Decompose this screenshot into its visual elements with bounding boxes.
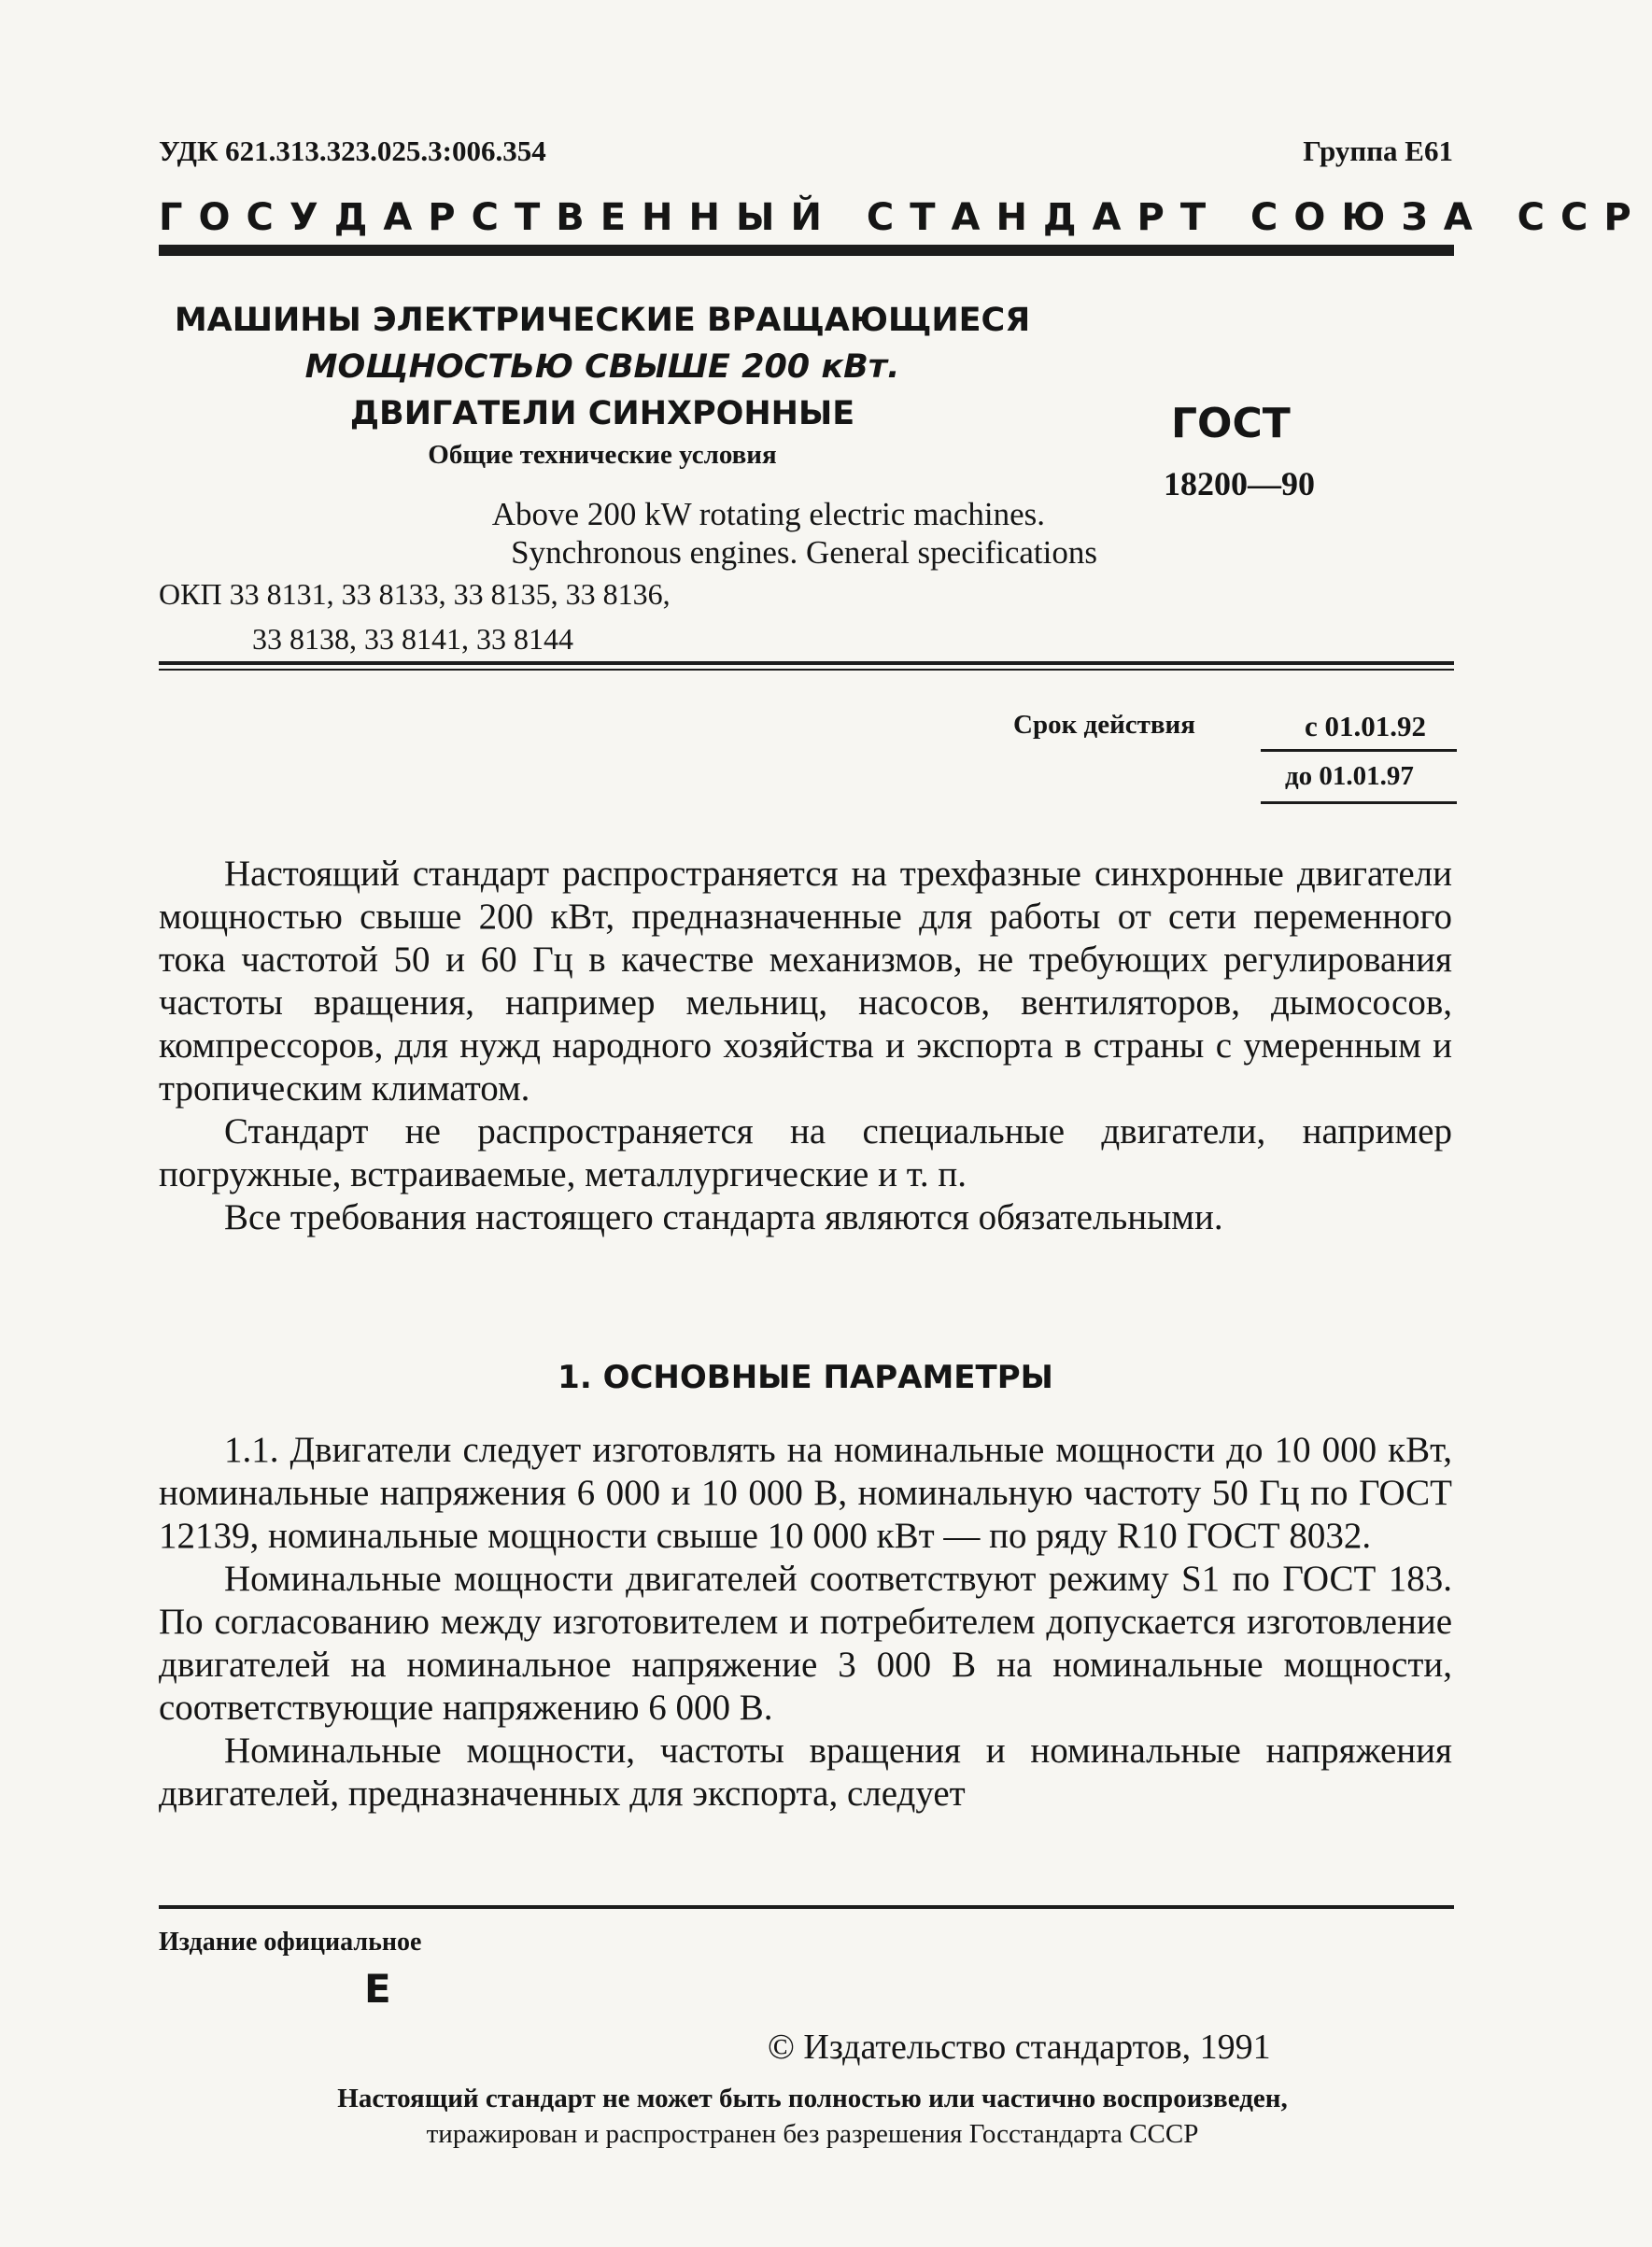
- validity-from-rule: [1261, 749, 1457, 752]
- group-code: Группа Е61: [1303, 134, 1453, 167]
- title-line-1: МАШИНЫ ЭЛЕКТРИЧЕСКИЕ ВРАЩАЮЩИЕСЯ: [174, 302, 1031, 339]
- validity-label: Срок действия: [1013, 710, 1195, 740]
- intro-paragraph-3: Все требования настоящего стандарта являются обязательными.: [224, 1197, 1223, 1237]
- section-1-paragraph-3: Номинальные мощности, частоты вращения и номинальные напряжения двигателей, предназначенных для экспорта, следует: [159, 1731, 1452, 1814]
- intro-paragraph-1: Настоящий стандарт распространяется на трехфазные синхронные двигатели мощностью свыше 200 кВт, предназначенные для работы от сети переменного тока частотой 50 и 60 Гц в качестве механизмов, не требующих регулирования частоты вращения, например мельниц, насосов, вентиляторов, дымососов, компрессоров, для нужд народного хозяйства и экспорта в страны с умеренным и тропическим климатом.: [159, 854, 1452, 1109]
- section-1-paragraph-1: 1.1. Двигатели следует изготовлять на номинальные мощности до 10 000 кВт, номинальные напряжения 6 000 и 10 000 В, номинальную частоту 50 Гц по ГОСТ 12139, номинальные мощности свыше 10 000 кВт — по ряду R10 ГОСТ 8032.: [159, 1430, 1452, 1556]
- edition-letter: Е: [364, 1966, 391, 2012]
- okp-codes: [159, 572, 671, 661]
- gost-number: 18200—90: [1164, 465, 1315, 502]
- okp-line-2: 33 8138, 33 8141, 33 8144: [252, 622, 573, 656]
- reproduction-notice: [159, 2081, 1466, 2152]
- gost-label: ГОСТ: [1171, 400, 1291, 447]
- reproduction-notice-line-2: тиражирован и распространен без разрешения Госстандарта СССР: [426, 2119, 1199, 2149]
- reproduction-notice-line-1: Настоящий стандарт не может быть полностью или частично воспроизведен,: [337, 2084, 1288, 2113]
- document-subtitle: Общие технические условия: [428, 440, 777, 470]
- title-line-3: ДВИГАТЕЛИ СИНХРОННЫЕ: [349, 395, 855, 432]
- copyright-notice: © Издательство стандартов, 1991: [768, 2028, 1271, 2067]
- intro-text: [159, 853, 1452, 1239]
- section-1-paragraph-2: Номинальные мощности двигателей соответствуют режиму S1 по ГОСТ 183. По согласованию между изготовителем и потребителем допускается изготовление двигателей на номинальное напряжение 3 000 В на номинальные мощности, соответствующие напряжению 6 000 В.: [159, 1559, 1452, 1728]
- validity-to: до 01.01.97: [1285, 761, 1414, 791]
- state-standard-banner: ГОСУДАРСТВЕННЫЙ СТАНДАРТ СОЮЗА ССР: [159, 196, 1647, 239]
- document-title: [159, 297, 1046, 437]
- title-rule-thin: [159, 669, 1454, 671]
- header-rule: [159, 245, 1454, 256]
- footer-rule: [159, 1905, 1454, 1909]
- english-title: [159, 495, 1097, 572]
- okp-line-1: ОКП 33 8131, 33 8133, 33 8135, 33 8136,: [159, 577, 671, 611]
- english-title-line-2: Synchronous engines. General specifications: [511, 534, 1097, 571]
- validity-to-rule: [1261, 801, 1457, 804]
- title-rule: [159, 661, 1454, 665]
- section-1-title: 1. ОСНОВНЫЕ ПАРАМЕТРЫ: [558, 1359, 1053, 1396]
- section-1-text: [159, 1429, 1452, 1816]
- english-title-line-1: Above 200 kW rotating electric machines.: [491, 496, 1045, 532]
- udk-code: УДК 621.313.323.025.3:006.354: [159, 134, 546, 167]
- title-line-2: МОЩНОСТЬЮ СВЫШЕ 200 кВт.: [304, 348, 900, 386]
- official-edition-label: Издание официальное: [159, 1928, 422, 1957]
- intro-paragraph-2: Стандарт не распространяется на специальные двигатели, например погружные, встраиваемые, металлургические и т. п.: [159, 1111, 1452, 1194]
- validity-from: с 01.01.92: [1305, 710, 1427, 742]
